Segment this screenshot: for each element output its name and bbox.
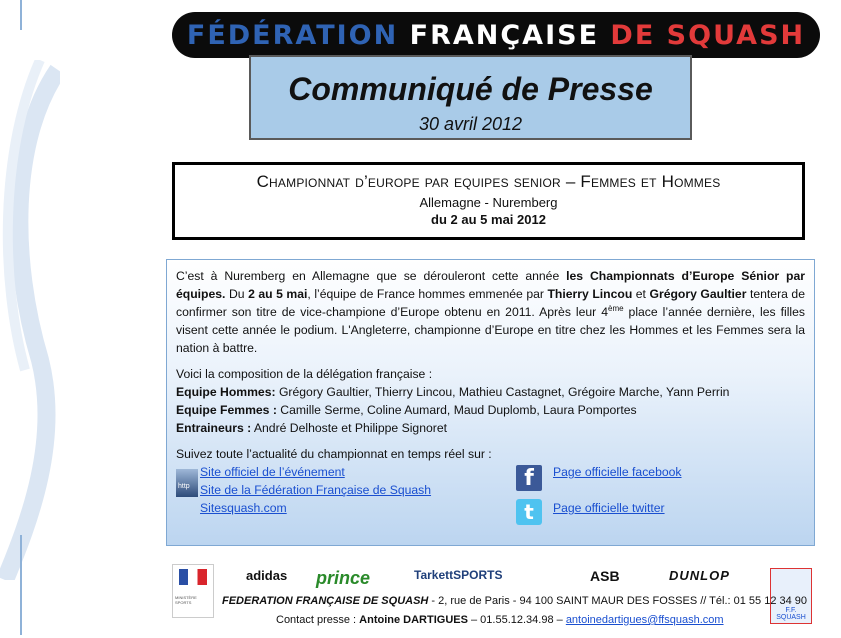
federation-name: FEDERATION FRANÇAISE DE SQUASH <box>222 595 429 607</box>
content-box <box>166 259 815 546</box>
press-contact <box>276 614 724 626</box>
twitter-link[interactable]: Page officielle twitter <box>553 501 665 515</box>
federation-address <box>222 595 807 607</box>
decorative-line-top <box>20 0 22 30</box>
banner-word-squash: DE SQUASH <box>610 19 806 51</box>
team-women-line <box>176 401 805 419</box>
federation-site-link[interactable]: Site de la Fédération Française de Squash <box>200 483 432 497</box>
official-site-link[interactable]: Site officiel de l’événement <box>200 465 345 479</box>
sponsor-prince: prince <box>316 568 371 588</box>
intro-bold: Thierry Lincou <box>547 287 633 301</box>
links-area <box>176 463 805 533</box>
team-women-names: Camille Serme, Coline Aumard, Maud Duplomb, Laura Pomportes <box>276 403 637 417</box>
intro-bold: 2 au 5 mai <box>248 287 308 301</box>
follow-text: Suivez toute l’actualité du championnat en temps réel sur : <box>176 447 492 461</box>
intro-text: C’est à Nuremberg en Allemagne que se dérouleront cette année <box>176 269 567 283</box>
twitter-icon[interactable]: t <box>516 499 542 525</box>
address-text: - 2, rue de Paris - 94 100 SAINT MAUR DES FOSSES // Tél.: 01 55 12 34 90 <box>428 595 808 607</box>
coaches-names: André Delhoste et Philippe Signoret <box>251 421 447 435</box>
intro-bold: les Championnats d’Europe Sénior par équipes. <box>176 269 805 301</box>
superscript: ème <box>608 303 624 313</box>
delegation-intro: Voici la composition de la délégation française : <box>176 367 433 381</box>
contact-email-link[interactable]: antoinedartigues@ffsquash.com <box>565 614 724 626</box>
team-men-names: Grégory Gaultier, Thierry Lincou, Mathieu Castagnet, Grégoire Marche, Yann Perrin <box>275 385 730 399</box>
federation-banner <box>172 12 820 58</box>
banner-word-francaise: FRANÇAISE <box>409 19 600 51</box>
intro-text: , l’équipe de France hommes emmenée par <box>307 287 548 301</box>
ministry-logo <box>172 564 214 618</box>
sponsor-asb: ASB <box>590 568 620 584</box>
intro-paragraph <box>176 267 805 357</box>
french-flag-icon <box>179 569 207 585</box>
intro-text: et <box>632 287 650 301</box>
web-link-icon <box>176 469 198 497</box>
decorative-arcs <box>0 60 60 580</box>
championship-box <box>172 162 805 240</box>
ministry-logo-text: MINISTÈRE SPORTS <box>175 595 197 605</box>
banner-word-federation: FÉDÉRATION <box>186 19 399 51</box>
ffs-logo-text: F.F. SQUASH <box>776 607 806 621</box>
championship-title: Championnat d’europe par equipes senior – Femmes et Hommes <box>256 172 721 191</box>
intro-text: tentera de confirmer son titre de vice-champione d’Europe obtenu en 2011. Après leur 4 <box>176 287 805 319</box>
contact-prefix: Contact presse : <box>276 614 360 626</box>
contact-name: Antoine DARTIGUES <box>359 614 468 626</box>
footer <box>166 560 815 632</box>
intro-bold: Grégory Gaultier <box>649 287 747 301</box>
team-women-label: Equipe Femmes : <box>176 403 277 417</box>
championship-location: Allemagne - Nuremberg <box>419 195 558 210</box>
intro-text: place l’année dernière, les filles visent cette année le podium. L'Angleterre, championne d’Europe en titre chez les Hommes et les Femmes sera la nation à battre. <box>176 305 805 355</box>
facebook-icon[interactable]: f <box>516 465 542 491</box>
team-men-label: Equipe Hommes: <box>176 385 276 399</box>
press-date: 30 avril 2012 <box>418 114 523 134</box>
press-title: Communiqué de Presse <box>288 71 653 107</box>
coaches-line <box>176 419 805 437</box>
championship-dates: du 2 au 5 mai 2012 <box>431 212 546 227</box>
sponsor-dunlop: DUNLOP <box>669 568 730 583</box>
sponsor-adidas: adidas <box>246 568 288 583</box>
intro-text: Du <box>225 287 249 301</box>
coaches-label: Entraineurs : <box>176 421 252 435</box>
team-men-line <box>176 383 805 401</box>
press-release-header <box>249 55 692 140</box>
sponsor-tarkett: TarkettSPORTS <box>414 568 503 582</box>
contact-phone: – 01.55.12.34.98 – <box>467 614 566 626</box>
sitesquash-link[interactable]: Sitesquash.com <box>200 501 287 515</box>
decorative-line-bottom <box>20 535 22 635</box>
facebook-link[interactable]: Page officielle facebook <box>553 465 682 479</box>
